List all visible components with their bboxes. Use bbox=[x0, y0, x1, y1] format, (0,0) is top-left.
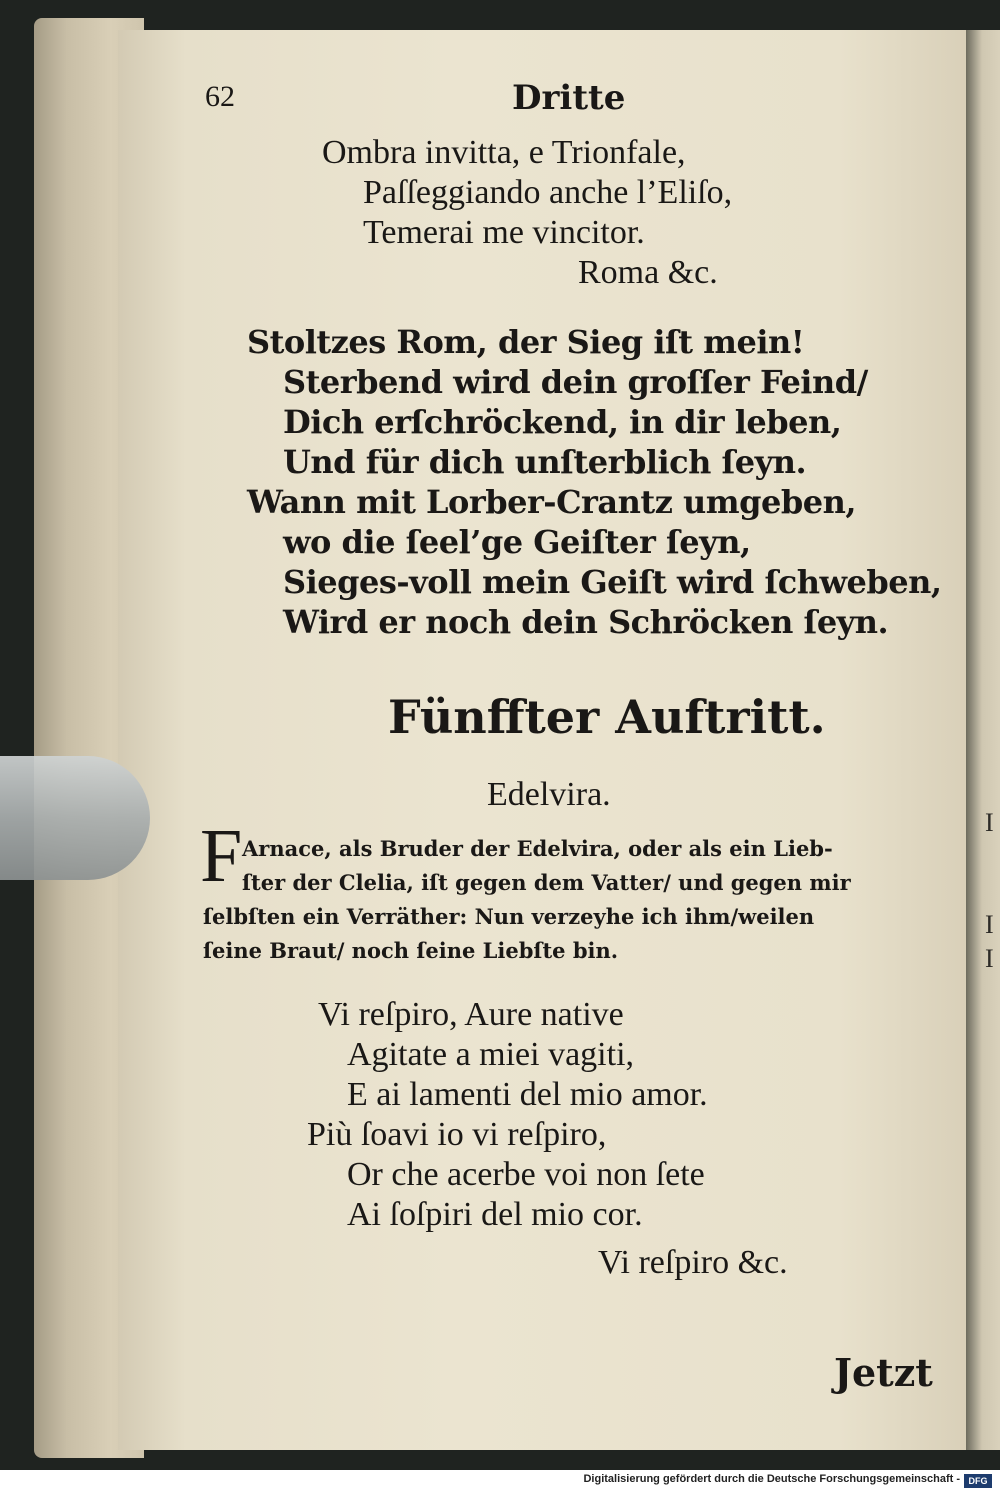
page-number: 62 bbox=[205, 80, 235, 113]
translation-line-1: Stoltzes Rom, der Sieg iſt mein! bbox=[247, 323, 805, 361]
translation-line-2: Sterbend wird dein groſſer Feind/ bbox=[283, 363, 868, 401]
dfg-logo: DFG bbox=[964, 1474, 992, 1488]
aria1-refrain: Roma &c. bbox=[578, 254, 718, 291]
facing-page-edge bbox=[966, 30, 1000, 1450]
footer-credit: Digitalisierung gefördert durch die Deutsche Forschungsgemeinschaft - bbox=[583, 1473, 960, 1485]
translation-line-4: Und für dich unſterblich ſeyn. bbox=[283, 443, 807, 481]
aria2-refrain: Vi reſpiro &c. bbox=[598, 1244, 788, 1281]
translation-line-7: Sieges-voll mein Geiſt wird ſchweben, bbox=[283, 563, 942, 601]
aria2-line-2: Agitate a miei vagiti, bbox=[347, 1036, 635, 1073]
running-head: Dritte bbox=[512, 78, 626, 118]
facing-page-letter: I bbox=[985, 910, 994, 939]
facing-page-letter: I bbox=[985, 944, 994, 973]
aria2-line-5: Or che acerbe voi non ſete bbox=[347, 1156, 705, 1193]
aria1-line-2: Paſſeggiando anche l’Eliſo, bbox=[363, 174, 733, 211]
facing-page-letter: I bbox=[985, 808, 994, 837]
aria1-line-3: Temerai me vincitor. bbox=[363, 214, 645, 251]
aria2-line-1: Vi reſpiro, Aure native bbox=[318, 996, 624, 1033]
aria2-line-6: Ai ſoſpiri del mio cor. bbox=[347, 1196, 643, 1233]
translation-line-6: wo die ſeel’ge Geiſter ſeyn, bbox=[283, 523, 751, 561]
catchword: Jetzt bbox=[834, 1350, 933, 1395]
translation-line-8: Wird er noch dein Schröcken ſeyn. bbox=[283, 603, 889, 641]
page-clip-bookmark bbox=[0, 756, 150, 880]
prose-line-2: ſter der Clelia, iſt gegen dem Vatter/ und gegen mir bbox=[242, 870, 851, 895]
aria2-line-3: E ai lamenti del mio amor. bbox=[347, 1076, 708, 1113]
drop-cap: F bbox=[200, 814, 243, 898]
prose-line-1: Arnace, als Bruder der Edelvira, oder als ein Lieb- bbox=[242, 836, 833, 861]
prose-line-3: ſelbſten ein Verräther: Nun verzeyhe ich ihm/weilen bbox=[203, 904, 815, 929]
footer-bar bbox=[0, 1470, 1000, 1492]
aria1-line-1: Ombra invitta, e Trionfale, bbox=[322, 134, 686, 171]
translation-line-3: Dich erſchröckend, in dir leben, bbox=[283, 403, 842, 441]
prose-line-4: ſeine Braut/ noch ſeine Liebſte bin. bbox=[203, 938, 619, 963]
aria2-line-4: Più ſoavi io vi reſpiro, bbox=[307, 1116, 607, 1153]
scene-heading: Fünffter Auftritt. bbox=[388, 690, 826, 744]
speaker-name: Edelvira. bbox=[487, 776, 611, 813]
translation-line-5: Wann mit Lorber-Crantz umgeben, bbox=[247, 483, 856, 521]
